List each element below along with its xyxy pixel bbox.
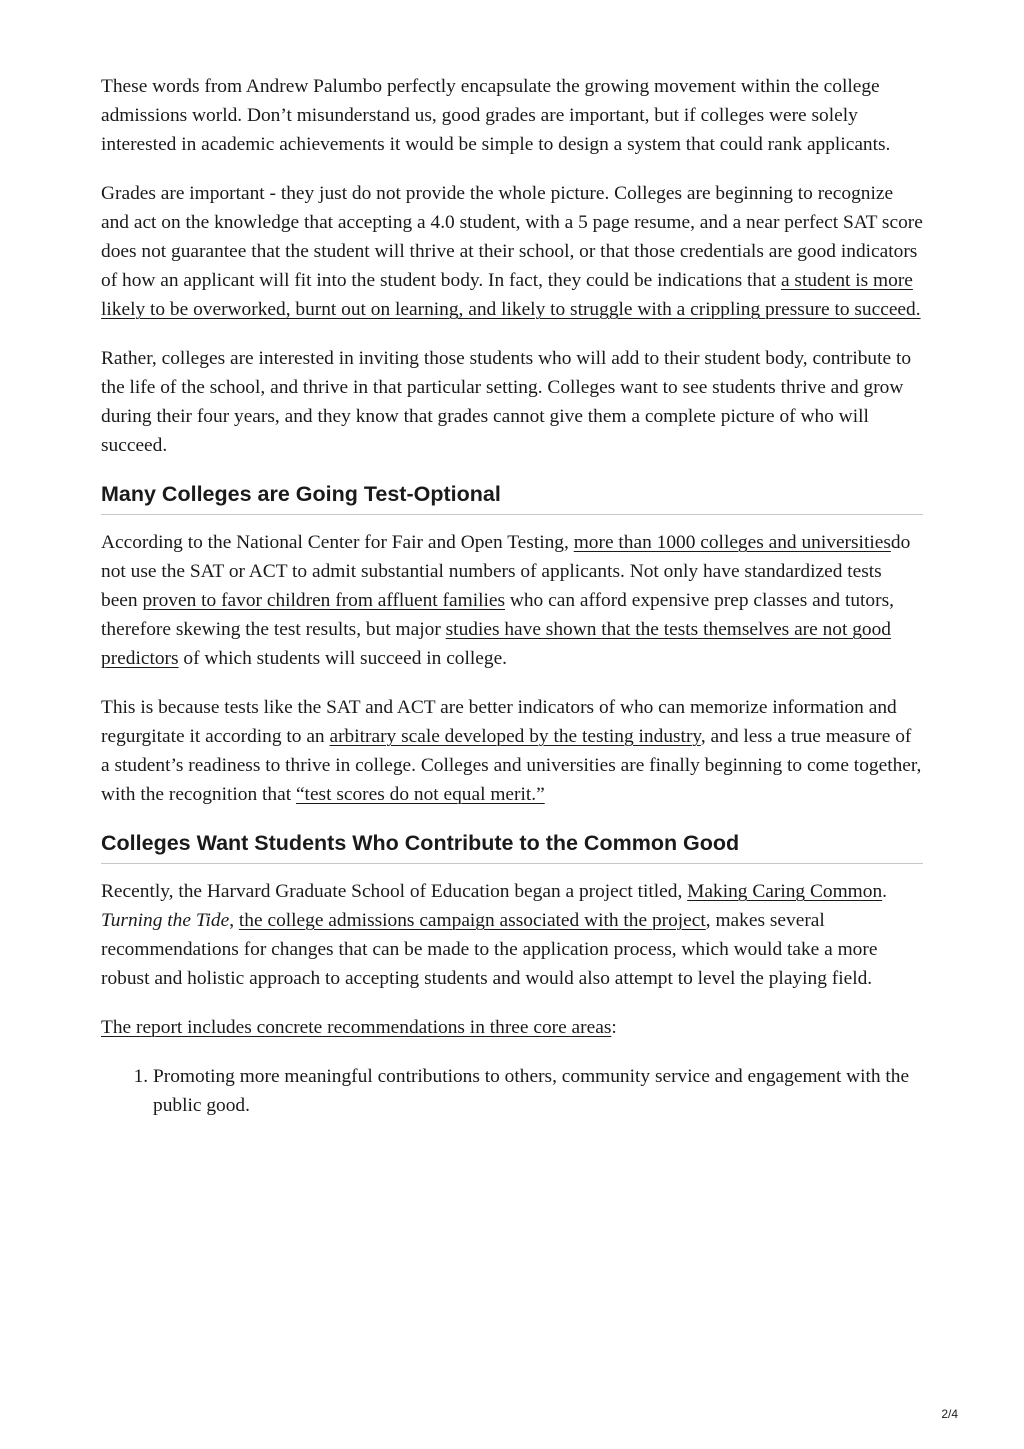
text-segment: do not use the SAT or ACT to admit substantial numbers of applicants. Not only have standardized tests been <box>101 532 911 611</box>
link-report-core-areas[interactable]: The report includes concrete recommendations in three core areas <box>101 1017 612 1038</box>
link-test-scores-merit[interactable]: “test scores do not equal merit.” <box>295 784 545 805</box>
paragraph-grades <box>101 179 923 324</box>
heading-test-optional: Many Colleges are Going Test-Optional <box>101 480 923 515</box>
text-segment: . <box>882 881 888 902</box>
paragraph-intro: These words from Andrew Palumbo perfectly encapsulate the growing movement within the college admissions world. Don’t misunderstand us, good grades are important, but if colleges were solely interested in academic achievements it would be simple to design a system that could rank applicants. <box>101 76 891 155</box>
page-number: 2/4 <box>941 1407 958 1421</box>
text-segment: : <box>611 1017 617 1038</box>
link-arbitrary-scale[interactable]: arbitrary scale developed by the testing industry <box>329 726 701 747</box>
italic-title: Turning the Tide <box>101 910 230 931</box>
link-overworked[interactable]: a student is more likely to be overworked, burnt out on learning, and likely to struggle with a crippling pressure to succeed. <box>101 270 921 320</box>
paragraph-rather: Rather, colleges are interested in inviting those students who will add to their student body, contribute to the life of the school, and thrive in that particular setting. Colleges want to see students thrive and grow during their four years, and they know that grades cannot give them a complete picture of who will succeed. <box>101 348 912 456</box>
paragraph-report <box>101 1013 923 1042</box>
text-segment: , makes several recommendations for changes that can be made to the application process, which would take a more robust and holistic approach to accepting students and would also attempt to level the playing field. <box>101 910 878 989</box>
link-1000-colleges[interactable]: more than 1000 colleges and universities <box>573 532 891 553</box>
text-segment: , <box>229 910 239 931</box>
paragraph-memorize <box>101 693 923 809</box>
heading-common-good: Colleges Want Students Who Contribute to the Common Good <box>101 829 923 864</box>
paragraph-fairtest <box>101 528 923 673</box>
article-page <box>101 72 923 1120</box>
paragraph-harvard <box>101 877 923 993</box>
link-studies-predictors[interactable]: studies have shown that the tests themselves are not good predictors <box>101 619 892 669</box>
text-segment: , and less a true measure of a student’s readiness to thrive in college. Colleges and universities are finally beginning to come together, with the recognition that <box>101 726 922 805</box>
text-segment: of which students will succeed in college. <box>178 648 508 669</box>
recommendations-list <box>101 1062 923 1120</box>
text-segment: According to the National Center for Fair and Open Testing, <box>101 532 574 553</box>
link-making-caring-common[interactable]: Making Caring Common <box>687 881 883 902</box>
text-segment: who can afford expensive prep classes and tutors, therefore skewing the test results, but major <box>101 590 894 640</box>
paragraph-grades-text: Grades are important - they just do not provide the whole picture. Colleges are beginning to recognize and act on the knowledge that accepting a 4.0 student, with a 5 page resume, and a near perfect SAT score does not guarantee that the student will thrive at their school, or that those credentials are good indicators of how an applicant will fit into the student body. In fact, they could be indications that <box>101 183 923 291</box>
link-admissions-campaign[interactable]: the college admissions campaign associated with the project <box>238 910 706 931</box>
link-affluent-families[interactable]: proven to favor children from affluent families <box>142 590 506 611</box>
text-segment: Recently, the Harvard Graduate School of Education began a project titled, <box>101 881 688 902</box>
list-item: 1. Promoting more meaningful contributions to others, community service and engagement with the public good. <box>153 1062 923 1120</box>
text-segment: This is because tests like the SAT and ACT are better indicators of who can memorize information and regurgitate it according to an <box>101 697 897 747</box>
